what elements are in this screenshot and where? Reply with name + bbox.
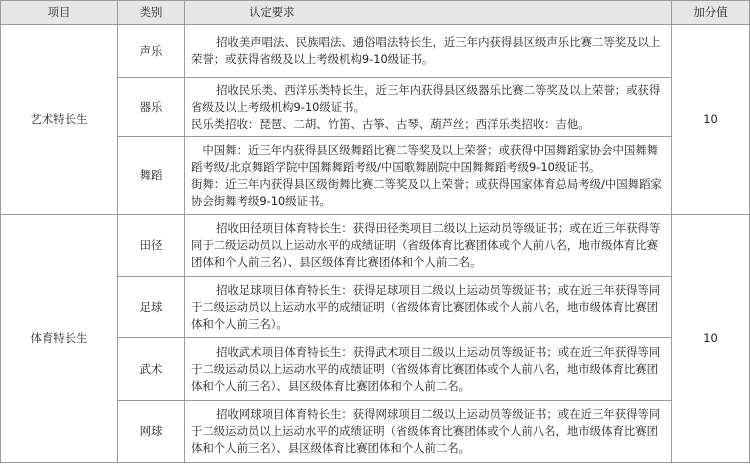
header-item: 项目 xyxy=(1,1,118,25)
header-requirement: 认定要求 xyxy=(185,1,672,25)
requirement-cell xyxy=(185,401,672,463)
requirement-text: 街舞：近三年内获得县区级街舞比赛二等奖及以上荣誉；或获得国家体育总局考级/中国舞蹈家协会街舞考级9-10级证书。 xyxy=(191,176,662,208)
header-row xyxy=(1,1,750,25)
score-sports: 10 xyxy=(672,215,750,463)
category-martial-arts: 武术 xyxy=(118,338,185,401)
requirement-cell xyxy=(185,338,672,401)
requirement-text: 招收田径项目体育特长生：获得田径类项目二级以上运动员等级证书；或在近三年获得等同于二级运动员以上运动水平的成绩证明（省级体育比赛团体或个人前八名，地市级体育比赛团体和个人前三名）、县区级体育比赛团体和个人前二名。 xyxy=(191,221,661,269)
category-athletics: 田径 xyxy=(118,215,185,277)
header-category: 类别 xyxy=(118,1,185,25)
category-vocal: 声乐 xyxy=(118,25,185,78)
requirement-cell xyxy=(185,78,672,137)
requirement-text: 中国舞：近三年内获得县区级舞蹈比赛二等奖及以上荣誉；或获得中国舞蹈家协会中国舞舞蹈考级/北京舞蹈学院中国舞舞蹈考级/中国歌舞剧院中国舞舞蹈考级9-10级证书。 xyxy=(191,142,659,174)
table-row xyxy=(1,215,750,277)
category-instrumental: 器乐 xyxy=(118,78,185,137)
requirement-cell xyxy=(185,215,672,277)
requirement-text: 民乐类招收：琵琶、二胡、竹笛、古筝、古琴、葫芦丝；西洋乐类招收：吉他。 xyxy=(191,116,590,131)
requirement-text: 招收武术项目体育特长生：获得武术项目二级以上运动员等级证书；或在近三年获得等同于二级运动员以上运动水平的成绩证明（省级体育比赛团体或个人前八名，地市级体育比赛团体和个人前三名）、县区级体育比赛团体和个人前二名。 xyxy=(191,344,661,393)
requirement-text: 招收足球项目体育特长生：获得足球项目二级以上运动员等级证书；或在近三年获得等同于二级运动员以上运动水平的成绩证明（省级体育比赛团体或个人前八名，地市级体育比赛团体和个人前三名）。 xyxy=(191,282,661,331)
requirement-cell xyxy=(185,25,672,78)
category-tennis: 网球 xyxy=(118,401,185,463)
table-row xyxy=(1,25,750,78)
requirement-text: 招收美声唱法、民族唱法、通俗唱法特长生，近三年内获得县区级声乐比赛二等奖及以上荣誉；或获得省级及以上考级机构9-10级证书。 xyxy=(191,35,661,66)
category-football: 足球 xyxy=(118,277,185,338)
requirement-cell xyxy=(185,137,672,215)
header-score: 加分值 xyxy=(672,1,750,25)
requirement-text: 招收民乐类、西洋乐类特长生，近三年内获得县区级器乐比赛二等奖及以上荣誉；或获得省级及以上考级机构9-10级证书。 xyxy=(191,82,661,114)
score-art: 10 xyxy=(672,25,750,215)
group-name-art: 艺术特长生 xyxy=(1,25,118,215)
group-name-sports: 体育特长生 xyxy=(1,215,118,463)
requirement-text: 招收网球项目体育特长生：获得网球项目二级以上运动员等级证书；或在近三年获得等同于二级运动员以上运动水平的成绩证明（省级体育比赛团体或个人前八名，地市级体育比赛团体和个人前三名）、县区级体育比赛团体和个人前二名。 xyxy=(191,407,661,455)
category-dance: 舞蹈 xyxy=(118,137,185,215)
requirement-cell xyxy=(185,277,672,338)
